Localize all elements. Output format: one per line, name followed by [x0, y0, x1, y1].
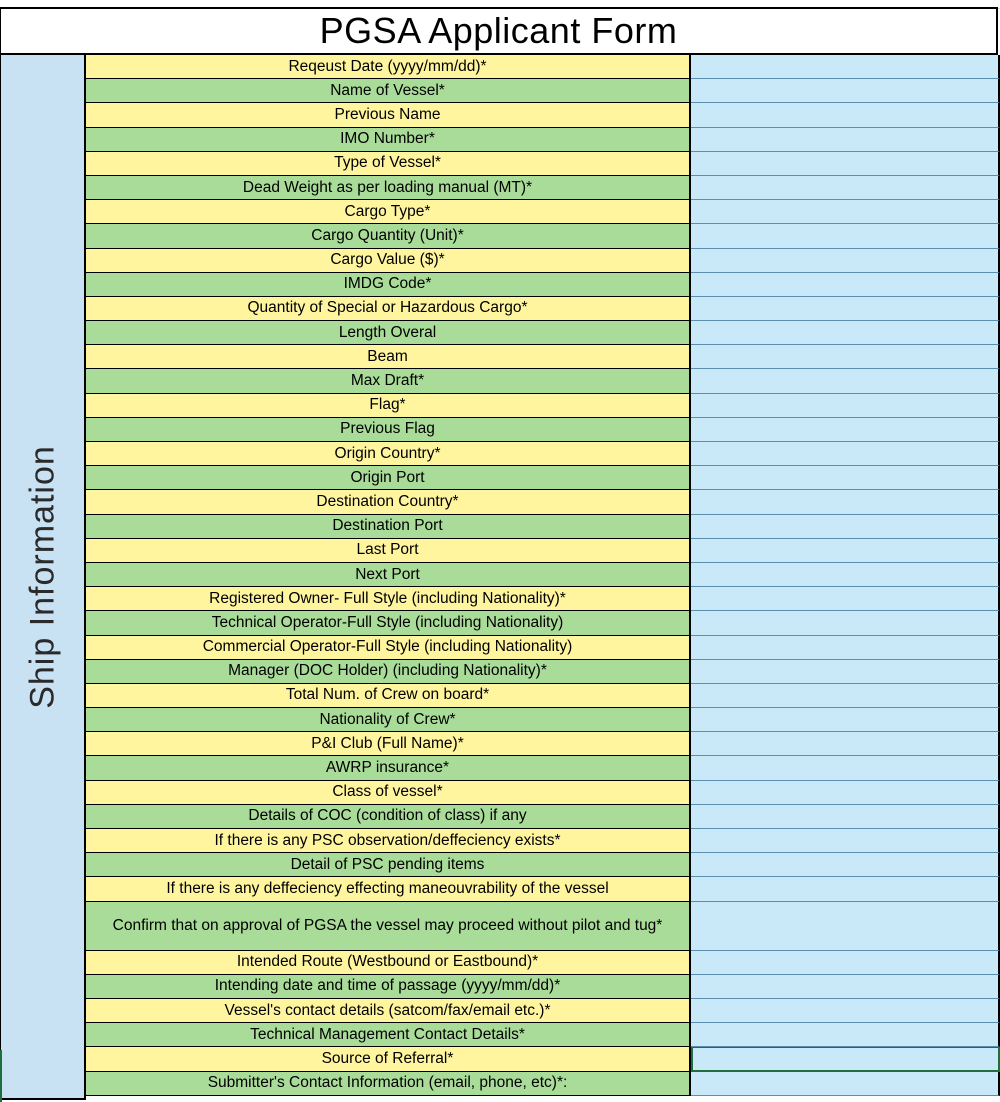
- form-row: [86, 611, 1000, 635]
- field-value-cell[interactable]: [691, 466, 1000, 490]
- form-row: [86, 273, 1000, 297]
- field-value-cell[interactable]: [691, 684, 1000, 708]
- field-label: If there is any deffeciency effecting maneouvrability of the vessel: [86, 877, 691, 901]
- field-label: IMDG Code*: [86, 273, 691, 297]
- form-row: [86, 1023, 1000, 1047]
- field-label: Submitter's Contact Information (email, phone, etc)*:: [86, 1072, 691, 1096]
- form-row: [86, 853, 1000, 877]
- field-value-cell[interactable]: [691, 902, 1000, 951]
- field-label: Origin Port: [86, 466, 691, 490]
- field-label: Technical Operator-Full Style (including Nationality): [86, 611, 691, 635]
- field-value-cell[interactable]: [691, 611, 1000, 635]
- field-label: Technical Management Contact Details*: [86, 1023, 691, 1047]
- form-title-bar: [0, 7, 998, 55]
- field-value-cell[interactable]: [691, 805, 1000, 829]
- field-label: Nationality of Crew*: [86, 708, 691, 732]
- field-label: Source of Referral*: [86, 1047, 691, 1071]
- form-row: [86, 781, 1000, 805]
- form-row: [86, 249, 1000, 273]
- field-value-cell[interactable]: [691, 79, 1000, 103]
- field-label: Intended Route (Westbound or Eastbound)*: [86, 951, 691, 975]
- field-value-cell[interactable]: [691, 732, 1000, 756]
- field-value-cell[interactable]: [691, 975, 1000, 999]
- form-row: [86, 732, 1000, 756]
- form-row: [86, 394, 1000, 418]
- field-value-cell[interactable]: [691, 224, 1000, 248]
- field-label: Max Draft*: [86, 369, 691, 393]
- field-label: Type of Vessel*: [86, 152, 691, 176]
- field-label: Quantity of Special or Hazardous Cargo*: [86, 297, 691, 321]
- field-value-cell[interactable]: [691, 951, 1000, 975]
- field-value-cell[interactable]: [691, 273, 1000, 297]
- form-row: [86, 103, 1000, 127]
- form-row: [86, 636, 1000, 660]
- field-label: Next Port: [86, 563, 691, 587]
- field-value-cell[interactable]: [691, 829, 1000, 853]
- field-value-cell[interactable]: [691, 103, 1000, 127]
- field-label: Confirm that on approval of PGSA the vessel may proceed without pilot and tug*: [86, 902, 691, 951]
- field-label: Last Port: [86, 539, 691, 563]
- field-label: Intending date and time of passage (yyyy/mm/dd)*: [86, 975, 691, 999]
- form-row: [86, 708, 1000, 732]
- form-fields-grid: [86, 55, 1000, 1100]
- field-label: Destination Port: [86, 515, 691, 539]
- field-label: Destination Country*: [86, 490, 691, 514]
- field-label: Previous Name: [86, 103, 691, 127]
- form-row: [86, 369, 1000, 393]
- form-row: [86, 515, 1000, 539]
- form-row: [86, 297, 1000, 321]
- form-row: [86, 442, 1000, 466]
- field-value-cell[interactable]: [691, 345, 1000, 369]
- form-row: [86, 805, 1000, 829]
- field-label: Manager (DOC Holder) (including Nationality)*: [86, 660, 691, 684]
- field-label: Flag*: [86, 394, 691, 418]
- form-row: [86, 563, 1000, 587]
- field-value-cell[interactable]: [691, 587, 1000, 611]
- field-label: If there is any PSC observation/deffeciency exists*: [86, 829, 691, 853]
- field-value-cell[interactable]: [691, 297, 1000, 321]
- field-value-cell[interactable]: [691, 200, 1000, 224]
- field-value-cell[interactable]: [691, 877, 1000, 901]
- field-value-cell[interactable]: [691, 660, 1000, 684]
- form-row: [86, 539, 1000, 563]
- form-row: [86, 660, 1000, 684]
- field-label: Reqeust Date (yyyy/mm/dd)*: [86, 55, 691, 79]
- field-value-cell[interactable]: [691, 636, 1000, 660]
- field-value-cell[interactable]: [691, 249, 1000, 273]
- field-label: Origin Country*: [86, 442, 691, 466]
- form-row: [86, 321, 1000, 345]
- form-row: [86, 466, 1000, 490]
- form-row: [86, 128, 1000, 152]
- field-label: Detail of PSC pending items: [86, 853, 691, 877]
- form-row: [86, 999, 1000, 1023]
- field-value-cell[interactable]: [691, 394, 1000, 418]
- field-label: IMO Number*: [86, 128, 691, 152]
- field-value-cell[interactable]: [691, 128, 1000, 152]
- form-row: [86, 902, 1000, 951]
- form-row: [86, 345, 1000, 369]
- form-row: [86, 684, 1000, 708]
- field-value-cell[interactable]: [691, 176, 1000, 200]
- field-value-cell[interactable]: [691, 321, 1000, 345]
- form-row: [86, 200, 1000, 224]
- field-label: Beam: [86, 345, 691, 369]
- section-label: Ship Information: [23, 445, 62, 709]
- form-row: [86, 877, 1000, 901]
- field-label: Vessel's contact details (satcom/fax/email etc.)*: [86, 999, 691, 1023]
- form-row: [86, 79, 1000, 103]
- field-label: Total Num. of Crew on board*: [86, 684, 691, 708]
- field-label: Dead Weight as per loading manual (MT)*: [86, 176, 691, 200]
- form-row: [86, 1047, 1000, 1071]
- field-label: Length Overal: [86, 321, 691, 345]
- field-value-cell[interactable]: [691, 781, 1000, 805]
- form-row: [86, 975, 1000, 999]
- field-label: Cargo Type*: [86, 200, 691, 224]
- field-value-cell[interactable]: [691, 1023, 1000, 1047]
- field-label: AWRP insurance*: [86, 756, 691, 780]
- field-value-cell[interactable]: [691, 756, 1000, 780]
- field-value-cell[interactable]: [691, 369, 1000, 393]
- form-row: [86, 224, 1000, 248]
- field-label: Name of Vessel*: [86, 79, 691, 103]
- field-label: Cargo Quantity (Unit)*: [86, 224, 691, 248]
- field-value-cell[interactable]: [691, 515, 1000, 539]
- field-label: P&I Club (Full Name)*: [86, 732, 691, 756]
- field-value-cell[interactable]: [691, 490, 1000, 514]
- field-label: Class of vessel*: [86, 781, 691, 805]
- section-label-cell: [0, 55, 86, 1100]
- field-value-cell[interactable]: [691, 152, 1000, 176]
- field-label: Cargo Value ($)*: [86, 249, 691, 273]
- field-value-cell[interactable]: [691, 418, 1000, 442]
- field-label: Details of COC (condition of class) if any: [86, 805, 691, 829]
- form-row: [86, 418, 1000, 442]
- form-row: [86, 55, 1000, 79]
- form-row: [86, 1072, 1000, 1096]
- field-value-cell[interactable]: [691, 1047, 1000, 1071]
- field-value-cell[interactable]: [691, 55, 1000, 79]
- field-label: Registered Owner- Full Style (including Nationality)*: [86, 587, 691, 611]
- field-value-cell[interactable]: [691, 442, 1000, 466]
- form-row: [86, 829, 1000, 853]
- field-label: Commercial Operator-Full Style (including Nationality): [86, 636, 691, 660]
- form-row: [86, 490, 1000, 514]
- field-value-cell[interactable]: [691, 853, 1000, 877]
- field-value-cell[interactable]: [691, 539, 1000, 563]
- field-value-cell[interactable]: [691, 1072, 1000, 1096]
- field-value-cell[interactable]: [691, 708, 1000, 732]
- form-title: PGSA Applicant Form: [319, 10, 678, 51]
- form-row: [86, 587, 1000, 611]
- field-value-cell[interactable]: [691, 563, 1000, 587]
- form-row: [86, 951, 1000, 975]
- form-row: [86, 176, 1000, 200]
- form-row: [86, 756, 1000, 780]
- field-label: Previous Flag: [86, 418, 691, 442]
- selection-marker: [0, 1050, 2, 1102]
- form-row: [86, 152, 1000, 176]
- field-value-cell[interactable]: [691, 999, 1000, 1023]
